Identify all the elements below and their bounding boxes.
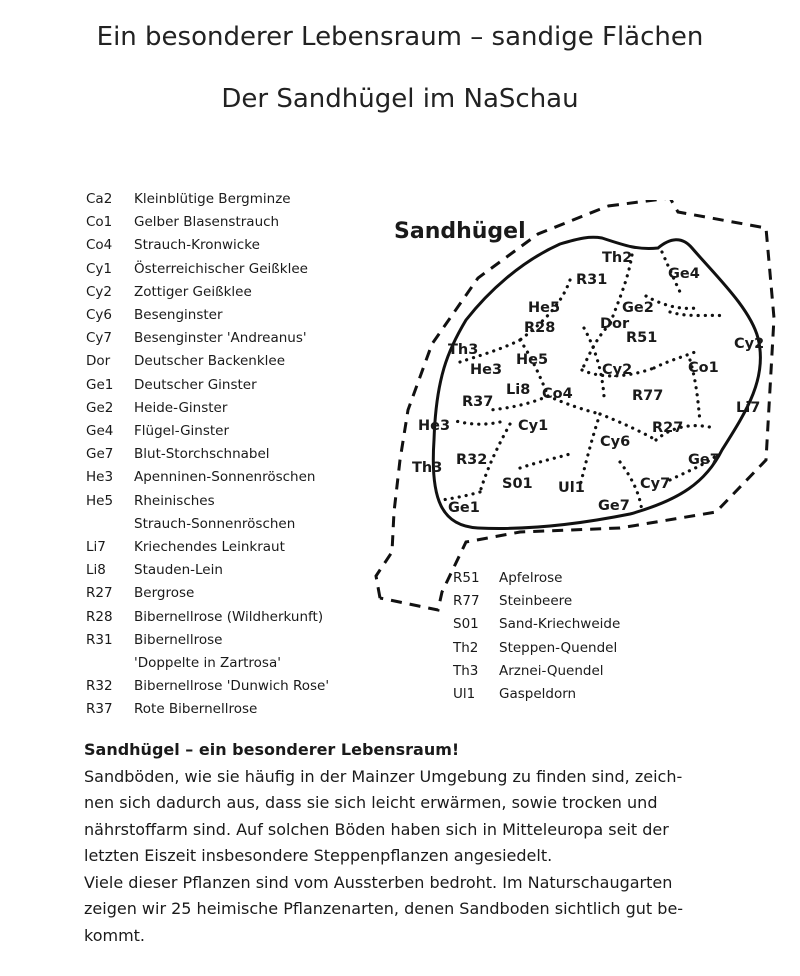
map-zone-label: Cy6 <box>600 434 631 450</box>
legend-name: Bibernellrose 'Dunwich Rose' <box>134 678 330 695</box>
dotted-zone-lines <box>442 252 726 512</box>
legend-code: Th3 <box>453 662 479 679</box>
legend-row <box>453 683 620 706</box>
legend-code: R37 <box>86 701 113 718</box>
legend-code: Dor <box>86 353 111 370</box>
legend-code: R77 <box>453 593 480 610</box>
legend-name: Steppen-Quendel <box>499 639 618 656</box>
legend-code: Li7 <box>86 539 106 556</box>
legend-row <box>86 652 329 675</box>
body-line: kommt. <box>84 925 146 945</box>
map-zone-label: He3 <box>418 418 451 434</box>
body-line: Sandböden, wie sie häufig in der Mainzer Umgebung zu finden sind, zeich- <box>84 766 683 786</box>
page-subtitle: Der Sandhügel im NaSchau <box>221 84 579 114</box>
legend-code: Ge4 <box>86 423 114 440</box>
map-zone-label: R28 <box>524 320 556 336</box>
legend-name: Deutscher Backenklee <box>134 353 286 370</box>
legend-name: Strauch-Kronwicke <box>134 237 260 254</box>
map-zone-label: R27 <box>652 420 684 436</box>
legend-code: Th2 <box>453 639 479 656</box>
map-zone-label: Ge4 <box>668 266 700 282</box>
legend-name: Deutscher Ginster <box>134 376 257 393</box>
legend-code: R32 <box>86 678 113 695</box>
map-zone-label: Li7 <box>736 400 761 416</box>
legend-row <box>86 675 329 698</box>
map-zone-label: Co4 <box>542 386 573 402</box>
legend-name: Österreichischer Geißklee <box>134 260 308 277</box>
page-title: Ein besonderer Lebensraum – sandige Flächen <box>96 22 704 52</box>
legend-row <box>86 606 329 629</box>
map-zone-label: He5 <box>528 300 561 316</box>
map-zone-label: R32 <box>456 452 488 468</box>
legend-name: Stauden-Lein <box>134 562 223 579</box>
legend-row <box>86 211 329 234</box>
legend-row <box>86 327 329 350</box>
body-heading: Sandhügel – ein besonderer Lebensraum! <box>84 740 460 759</box>
map-zone-label: He5 <box>516 352 549 368</box>
legend-name: Zottiger Geißklee <box>134 283 252 300</box>
map-zone-label: R37 <box>462 394 494 410</box>
legend-name: Rote Bibernellrose <box>134 701 258 718</box>
body-text <box>84 737 774 949</box>
legend-left <box>86 188 329 722</box>
legend-name: Heide-Ginster <box>134 399 228 416</box>
legend-name: Blut-Storchschnabel <box>134 446 270 463</box>
body-line: Viele dieser Pflanzen sind vom Aussterben bedroht. Im Naturschaugarten <box>84 872 673 892</box>
legend-name: Bibernellrose <box>134 631 223 648</box>
legend-name: Arznei-Quendel <box>499 662 604 679</box>
legend-name: Gaspeldorn <box>499 686 577 703</box>
legend-code: Ge1 <box>86 376 114 393</box>
legend-name: Besenginster 'Andreanus' <box>134 330 307 347</box>
map-zone-label: R77 <box>632 388 664 404</box>
legend-code: Cy1 <box>86 260 113 277</box>
map-zone-label: S01 <box>502 476 533 492</box>
map-zone-label: Dor <box>600 316 630 332</box>
legend-name: Sand-Kriechweide <box>499 616 621 633</box>
legend-name: Apfelrose <box>499 570 563 586</box>
map-zone-label: Ge7 <box>598 498 630 514</box>
legend-row <box>86 258 329 281</box>
map-zone-label: Ge1 <box>448 500 480 516</box>
legend-row <box>86 188 329 211</box>
legend-name: Kleinblütige Bergminze <box>134 191 291 207</box>
legend-name: Rheinisches <box>134 492 215 509</box>
legend-code: Li8 <box>86 562 106 579</box>
legend-code: Co1 <box>86 214 113 231</box>
legend-name: Besenginster <box>134 307 223 324</box>
legend-name: Steinbeere <box>499 593 573 610</box>
legend-row <box>86 397 329 420</box>
legend-name: Gelber Blasenstrauch <box>134 214 280 231</box>
legend-code: R28 <box>86 608 113 625</box>
body-line: nährstoffarm sind. Auf solchen Böden haben sich in Mitteleuropa seit der <box>84 819 669 839</box>
legend-code: Ge2 <box>86 399 114 416</box>
body-line: letzten Eiszeit insbesondere Steppenpflanzen angesiedelt. <box>84 846 553 865</box>
legend-code: Ge7 <box>86 446 114 463</box>
legend-row <box>86 304 329 327</box>
legend-row <box>86 443 329 466</box>
map-title: Sandhügel <box>394 219 526 244</box>
legend-row <box>453 637 620 660</box>
sandhuegel-map <box>370 200 780 620</box>
legend-name: Bergrose <box>134 585 195 602</box>
legend-code: Ca2 <box>86 191 113 207</box>
legend-code: R31 <box>86 631 113 648</box>
map-zone-label: Th3 <box>448 342 479 358</box>
legend-row <box>86 350 329 373</box>
legend-code: He3 <box>86 469 114 486</box>
map-zone-label: R31 <box>576 272 608 288</box>
map-zone-label: Ge7 <box>688 452 720 468</box>
body-line: zeigen wir 25 heimische Pflanzenarten, denen Sandboden sichtlich gut be- <box>84 899 684 918</box>
legend-name: Bibernellrose (Wildherkunft) <box>134 608 324 625</box>
legend-code: S01 <box>453 616 479 633</box>
legend-code <box>86 652 134 675</box>
legend-code: R51 <box>453 570 480 586</box>
map-zone-label: Cy2 <box>734 336 765 352</box>
map-zone-label: Li8 <box>506 382 531 398</box>
legend-row <box>86 466 329 489</box>
legend-row <box>86 582 329 605</box>
map-zone-label: Th2 <box>602 250 633 266</box>
legend-row <box>86 234 329 257</box>
legend-code: Ul1 <box>453 686 476 703</box>
map-zone-label: Cy1 <box>518 418 549 434</box>
legend-row <box>453 660 620 683</box>
legend-row <box>86 374 329 397</box>
map-zone-label: Ul1 <box>558 480 585 496</box>
map-zone-label: Th3 <box>412 460 443 476</box>
map-zone-label: R51 <box>626 330 658 346</box>
legend-name: Apenninen-Sonnenröschen <box>134 469 316 486</box>
map-zone-label: Ge2 <box>622 300 654 316</box>
legend-code: R27 <box>86 585 113 602</box>
legend-row <box>86 559 329 582</box>
legend-row <box>86 420 329 443</box>
legend-name: Strauch-Sonnenröschen <box>134 515 296 532</box>
legend-code <box>86 513 134 536</box>
legend-row <box>86 629 329 652</box>
map-zone-label: Cy2 <box>602 362 633 378</box>
map-zone-label: Co1 <box>688 360 719 376</box>
map-zone-label: Cy7 <box>640 476 671 492</box>
legend-code: He5 <box>86 492 114 509</box>
map-zone-label: He3 <box>470 362 503 378</box>
legend-row <box>86 490 329 513</box>
legend-code: Cy6 <box>86 307 113 324</box>
legend-row <box>86 536 329 559</box>
legend-row <box>86 513 329 536</box>
body-line: nen sich dadurch aus, dass sie sich leicht erwärmen, sowie trocken und <box>84 793 658 812</box>
legend-code: Co4 <box>86 237 113 254</box>
legend-name: 'Doppelte in Zartrosa' <box>134 655 281 672</box>
legend-code: Cy2 <box>86 283 113 300</box>
legend-code: Cy7 <box>86 330 113 347</box>
legend-row <box>86 698 329 721</box>
legend-name: Kriechendes Leinkraut <box>134 539 285 556</box>
legend-name: Flügel-Ginster <box>134 423 230 440</box>
legend-row <box>86 281 329 304</box>
